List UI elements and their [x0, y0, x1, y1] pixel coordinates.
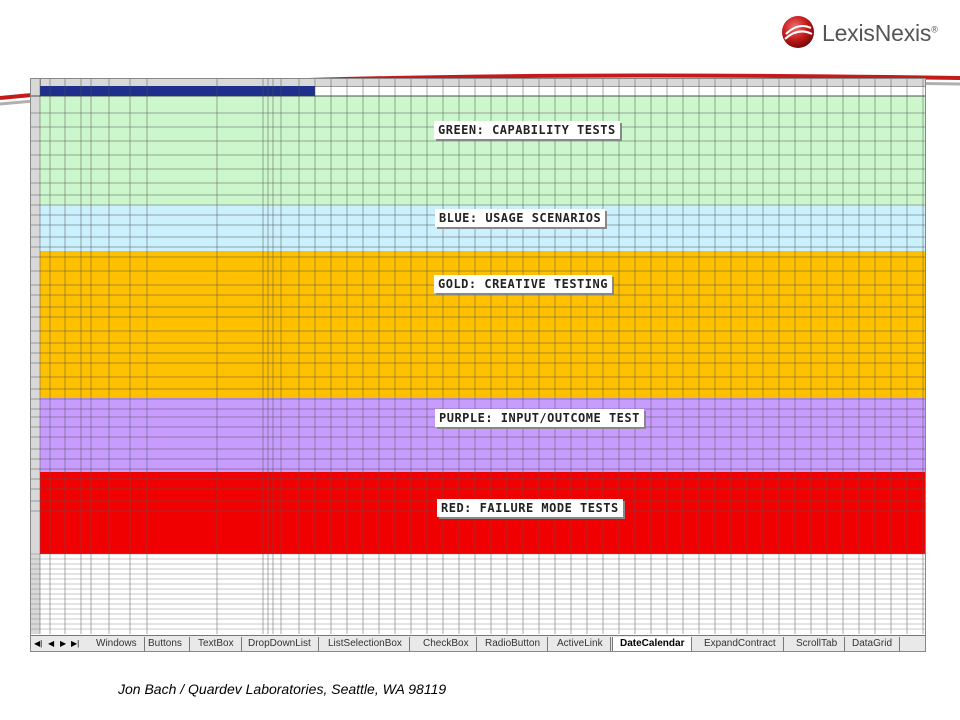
label-green: GREEN: CAPABILITY TESTS	[434, 121, 620, 139]
table-header-row[interactable]	[40, 86, 315, 96]
last-sheet-icon[interactable]: ▶|	[71, 639, 80, 648]
sheet-tab-activelink[interactable]: ActiveLink	[550, 637, 611, 651]
sheet-tab-buttons[interactable]: Buttons	[141, 637, 190, 651]
sheet-tab-expandcontract[interactable]: ExpandContract	[697, 637, 784, 651]
gold-band	[40, 251, 926, 398]
next-sheet-icon[interactable]: ▶	[60, 639, 67, 648]
label-purple: PURPLE: INPUT/OUTCOME TEST	[435, 409, 644, 427]
logo-sphere-icon	[780, 14, 816, 50]
first-sheet-icon[interactable]: ◀|	[34, 639, 43, 648]
sheet-tab-windows[interactable]: Windows	[89, 637, 145, 651]
label-blue: BLUE: USAGE SCENARIOS	[435, 209, 605, 227]
empty-rows	[40, 554, 926, 634]
sheet-tab-bar	[31, 635, 926, 652]
label-gold: GOLD: CREATIVE TESTING	[434, 275, 612, 293]
sheet-tab-dropdownlist[interactable]: DropDownList	[241, 637, 319, 651]
lexisnexis-logo	[780, 14, 950, 52]
sheet-tab-scrolltab[interactable]: ScrollTab	[789, 637, 845, 651]
sheet-tab-radiobutton[interactable]: RadioButton	[478, 637, 548, 651]
sheet-tab-datagrid[interactable]: DataGrid	[845, 637, 900, 651]
sheet-tab-datecalendar[interactable]: DateCalendar	[612, 637, 692, 651]
green-band	[40, 96, 926, 205]
label-red: RED: FAILURE MODE TESTS	[437, 499, 623, 517]
sheet-tab-textbox[interactable]: TextBox	[191, 637, 242, 651]
logo-wordmark: LexisNexis®	[822, 20, 938, 46]
sheet-tab-listselectionbox[interactable]: ListSelectionBox	[321, 637, 410, 651]
spreadsheet[interactable]	[30, 78, 926, 652]
sheet-tab-checkbox[interactable]: CheckBox	[416, 637, 477, 651]
footer-credit: Jon Bach / Quardev Laboratories, Seattle, WA 98119	[118, 681, 447, 697]
prev-sheet-icon[interactable]: ◀	[48, 639, 55, 648]
